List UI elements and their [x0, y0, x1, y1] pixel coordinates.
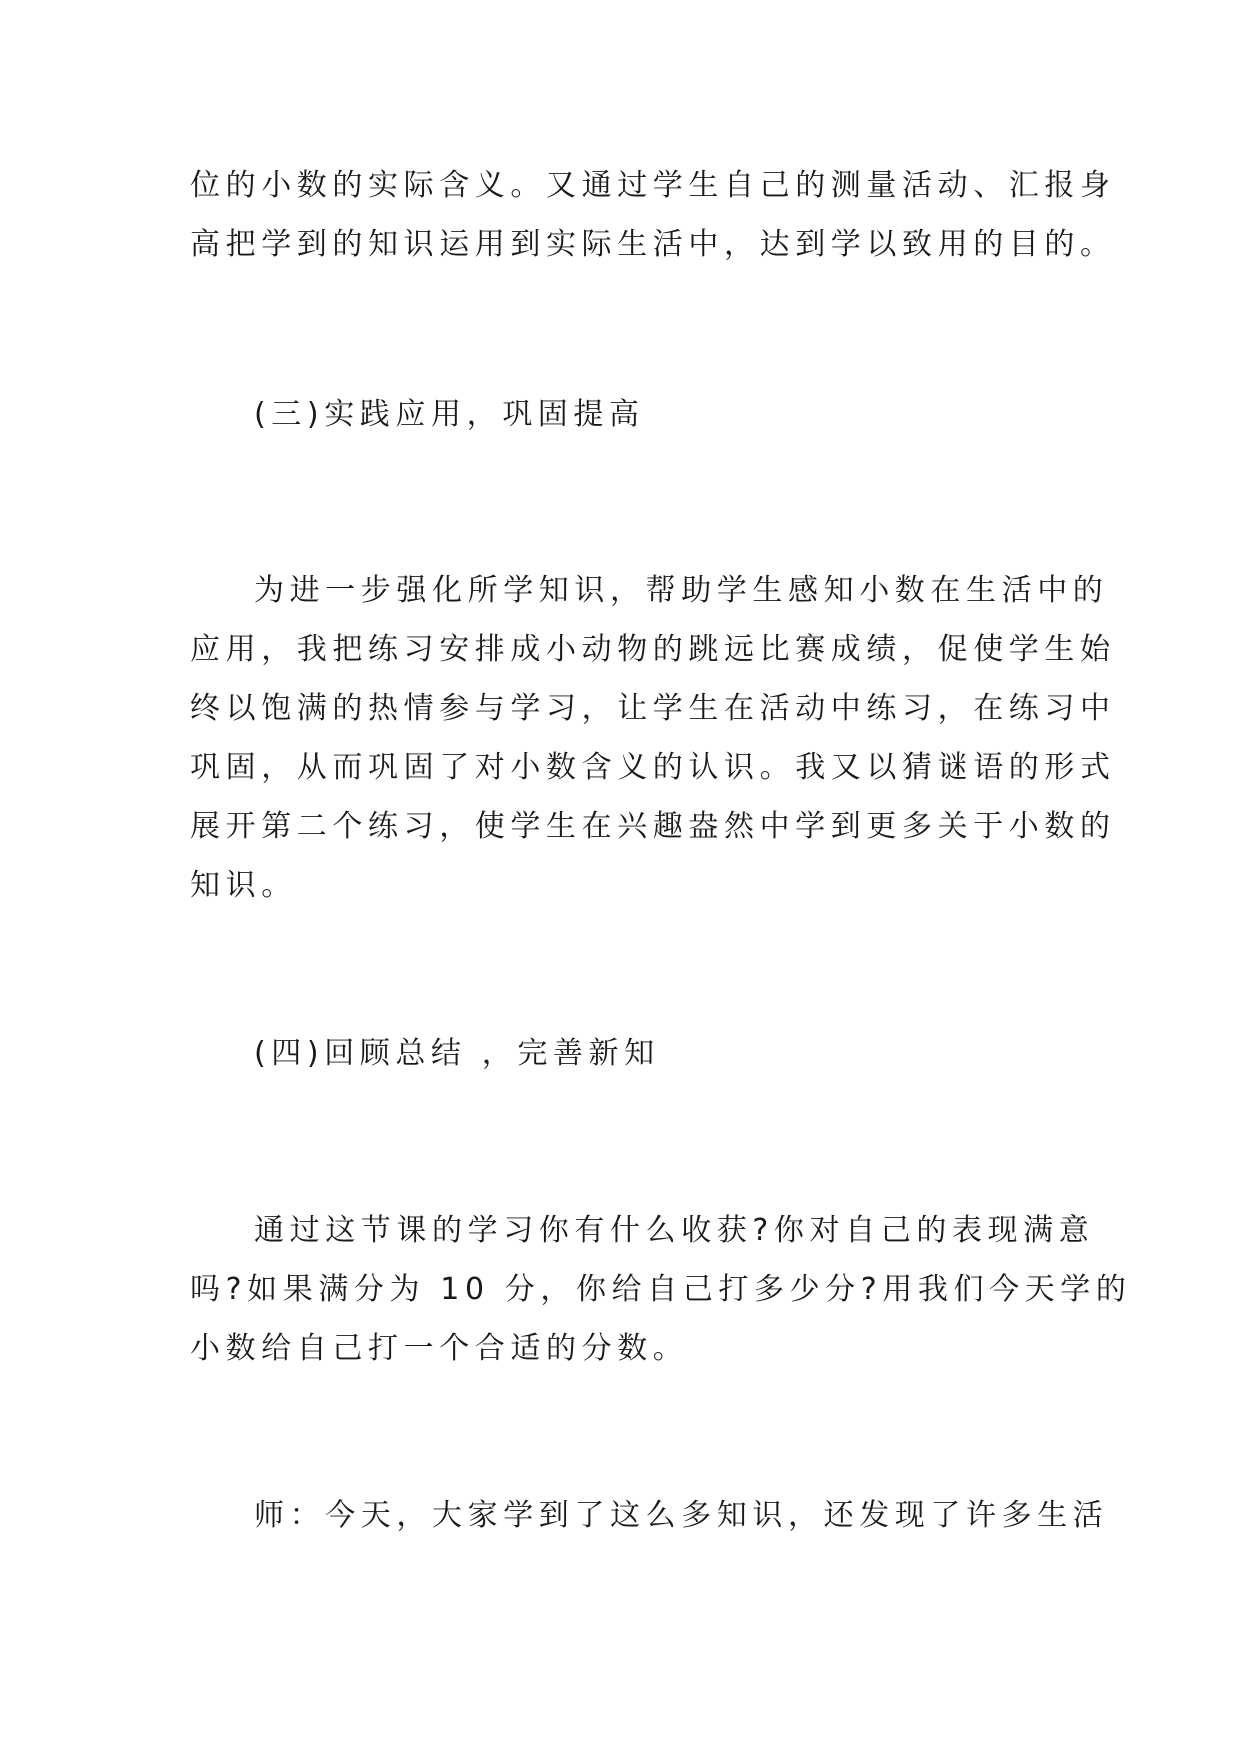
text-line: 终以饱满的热情参与学习，让学生在活动中练习，在练习中: [190, 691, 1116, 726]
text-line: 师：今天，大家学到了这么多知识，还发现了许多生活: [254, 1498, 1109, 1533]
text-line: 吗?如果满分为 10 分，你给自己打多少分?用我们今天学的: [190, 1272, 1132, 1307]
section-heading-3: (三)实践应用，巩固提高: [254, 397, 645, 432]
section-heading-4: (四)回顾总结 ，完善新知: [254, 1036, 660, 1071]
text-line: 通过这节课的学习你有什么收获?你对自己的表现满意: [254, 1213, 1095, 1248]
text-line: 高把学到的知识运用到实际生活中，达到学以致用的目的。: [190, 227, 1116, 262]
text-line: 位的小数的实际含义。又通过学生自己的测量活动、汇报身: [190, 168, 1116, 203]
text-line: 为进一步强化所学知识，帮助学生感知小数在生活中的: [254, 573, 1109, 608]
text-line: 巩固，从而巩固了对小数含义的认识。我又以猜谜语的形式: [190, 750, 1116, 785]
text-line: 知识。: [190, 868, 297, 903]
text-line: 展开第二个练习，使学生在兴趣盎然中学到更多关于小数的: [190, 809, 1116, 844]
text-line: 应用，我把练习安排成小动物的跳远比赛成绩，促使学生始: [190, 632, 1116, 667]
text-line: 小数给自己打一个合适的分数。: [190, 1331, 689, 1366]
